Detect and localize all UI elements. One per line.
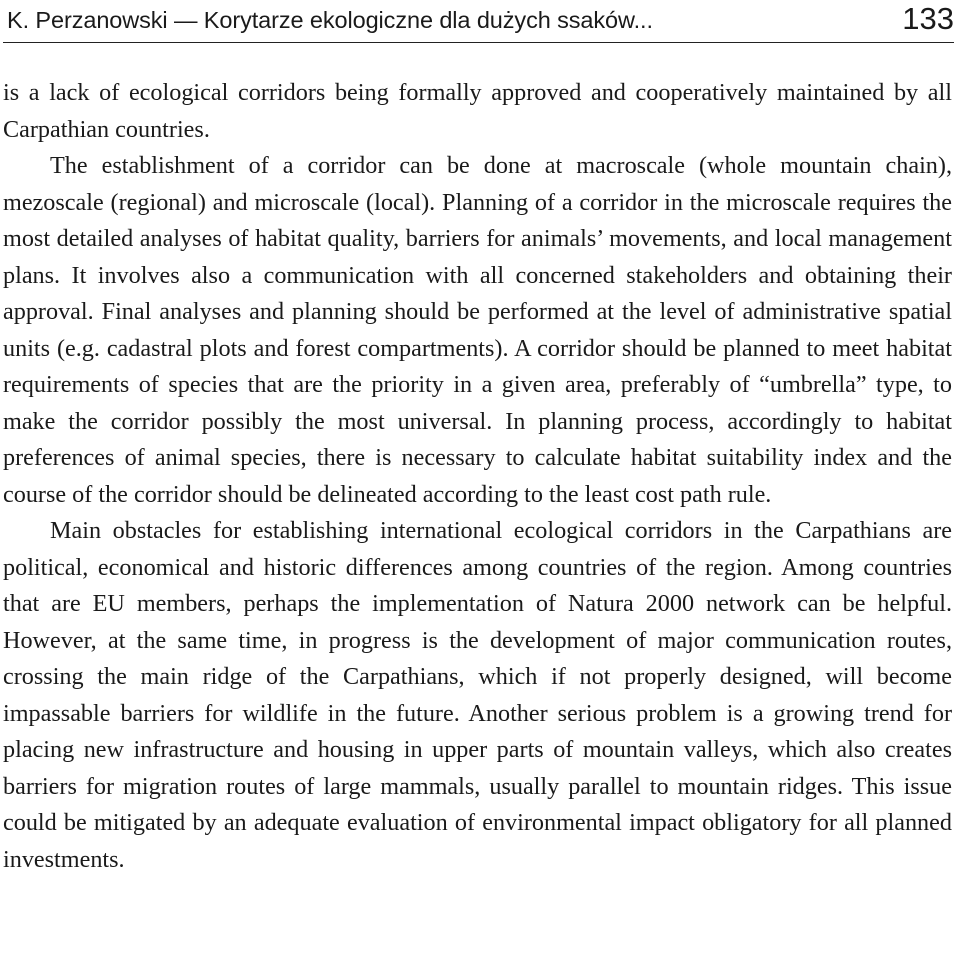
page-number: 133 xyxy=(902,1,954,36)
body-text xyxy=(3,75,952,878)
paragraph-main-obstacles: Main obstacles for establishing international ecological corridors in the Carpathians are political, economical and historic differences among countries of the region. Among countries that are EU members, perhaps the implementation of Natura 2000 network can be helpful. However, at the same time, in progress is the development of major communication routes, crossing the main ridge of the Carpathians, which if not properly designed, will become impassable barriers for wildlife in the future. Another serious problem is a growing trend for placing new infrastructure and housing in upper parts of mountain valleys, which also creates barriers for migration routes of large mammals, usually parallel to mountain ridges. This issue could be mitigated by an adequate evaluation of environmental impact obligatory for all planned investments. xyxy=(3,517,952,873)
running-header xyxy=(3,0,954,43)
paragraph-corridor-planning: The establishment of a corridor can be done at macroscale (whole mountain chain), mezoscale (regional) and microscale (local). Planning of a corridor in the microscale requires the most detailed analyses of habitat quality, barriers for animals’ movements, and local management plans. It involves also a communication with all concerned stakeholders and obtaining their approval. Final analyses and planning should be performed at the level of administrative spatial units (e.g. cadastral plots and forest compartments). A corridor should be planned to meet habitat requirements of species that are the priority in a given area, preferably of “umbrella” type, to make the corridor possibly the most universal. In planning process, accordingly to habitat preferences of animal species, there is necessary to calculate habitat suitability index and the course of the corridor should be delineated according to the least cost path rule. xyxy=(3,152,952,508)
paragraph-continued: is a lack of ecological corridors being formally approved and cooperatively maintained by all Carpathian countries. xyxy=(3,79,952,143)
running-title: K. Perzanowski — Korytarze ekologiczne dla dużych ssaków... xyxy=(7,7,653,33)
